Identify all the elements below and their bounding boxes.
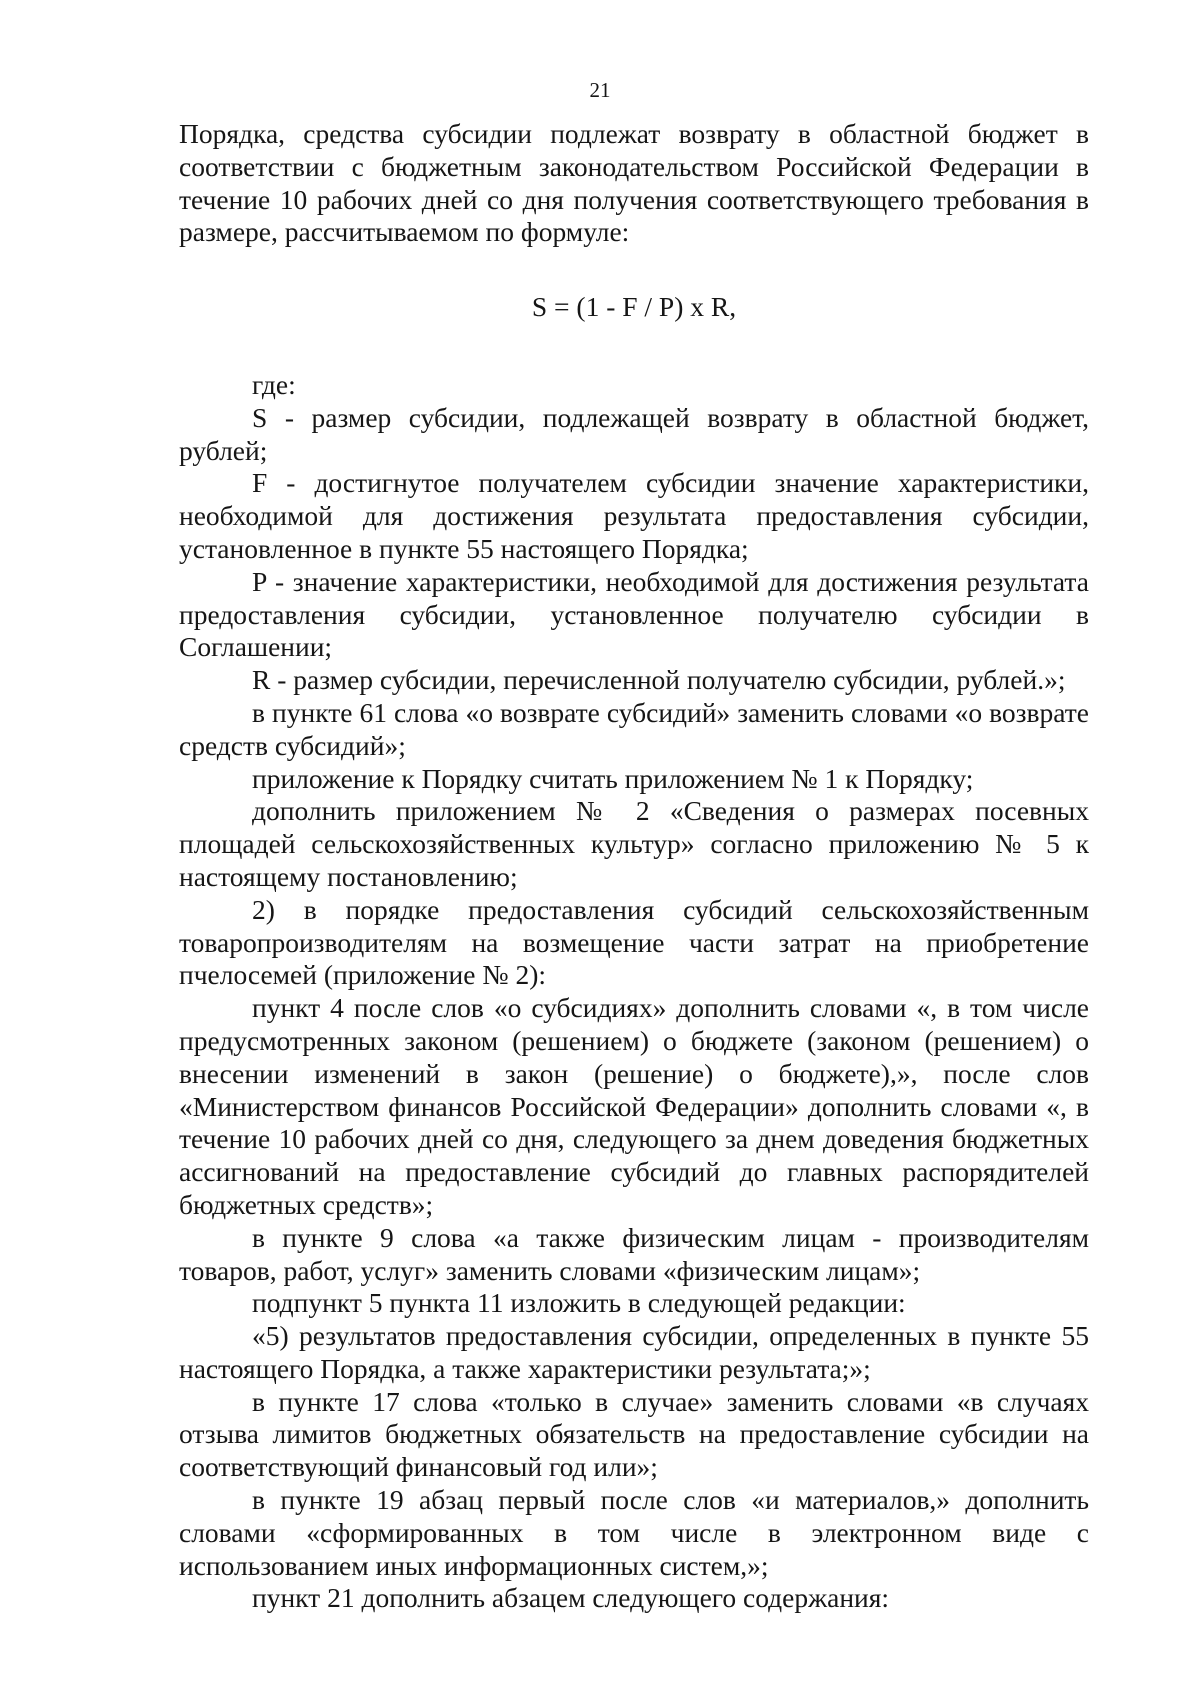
document-body — [179, 118, 1089, 1615]
section-2-heading: 2) в порядке предоставления субсидий сельскохозяйственным товаропроизводителям на возмещение части затрат на приобретение пчелосемей (приложение № 2): — [179, 893, 1089, 991]
amendment-point-4: пункт 4 после слов «о субсидиях» дополнить словами «, в том числе предусмотренных законом (решением) о бюджете (законом (решением) о внесении изменений в закон (решение) о бюджете),», после слов «Министерством финансов Российской Федерации» дополнить словами «, в течение 10 рабочих дней со дня, следующего за днем доведения бюджетных ассигнований на предоставление субсидий до главных распорядителей бюджетных средств»; — [179, 992, 1089, 1220]
amendment-point-11-text: «5) результатов предоставления субсидии, определенных в пункте 55 настоящего Порядка, а также характеристики результата;»; — [179, 1320, 1089, 1384]
amendment-point-17: в пункте 17 слова «только в случае» заменить словами «в случаях отзыва лимитов бюджетных обязательств на предоставление субсидии на соответствующий финансовый год или»; — [179, 1385, 1089, 1483]
amendment-point-9: в пункте 9 слова «а также физическим лицам - производителям товаров, работ, услуг» заменить словами «физическим лицам»; — [179, 1221, 1089, 1286]
definition-f: F - достигнутое получателем субсидии значение характеристики, необходимой для достижения результата предоставления субсидии, установленное в пункте 55 настоящего Порядка; — [179, 467, 1089, 564]
paragraph-continuation: Порядка, средства субсидии подлежат возврату в областной бюджет в соответствии с бюджетным законодательством Российской Федерации в течение 10 рабочих дней со дня получения соответствующего требования в размере, рассчитываемом по формуле: — [179, 118, 1089, 248]
amendment-point-11: подпункт 5 пункта 11 изложить в следующей редакции: — [252, 1287, 906, 1319]
amendment-appendix-1: приложение к Порядку считать приложением № 1 к Порядку; — [252, 762, 974, 794]
definition-s: S - размер субсидии, подлежащей возврату в областной бюджет, рублей; — [179, 401, 1089, 466]
amendment-point-21: пункт 21 дополнить абзацем следующего содержания: — [252, 1582, 890, 1614]
amendment-point-19: в пункте 19 абзац первый после слов «и материалов,» дополнить словами «сформированных в том числе в электронном виде с использованием иных информационных систем,»; — [179, 1484, 1089, 1581]
definition-p: P - значение характеристики, необходимой для достижения результата предоставления субсидии, установленное получателю субсидии в Соглашении; — [179, 565, 1089, 663]
amendment-appendix-2: дополнить приложением № 2 «Сведения о размерах посевных площадей сельскохозяйственных культур» согласно приложению № 5 к настоящему постановлению; — [179, 795, 1089, 892]
page-number: 21 — [589, 78, 611, 102]
paragraph-where: где: — [252, 368, 296, 400]
definition-r: R - размер субсидии, перечисленной получателю субсидии, рублей.»; — [252, 664, 1066, 696]
formula: S = (1 - F / P) x R, — [531, 291, 737, 323]
amendment-point-61: в пункте 61 слова «о возврате субсидий» заменить словами «о возврате средств субсидий»; — [179, 696, 1089, 761]
